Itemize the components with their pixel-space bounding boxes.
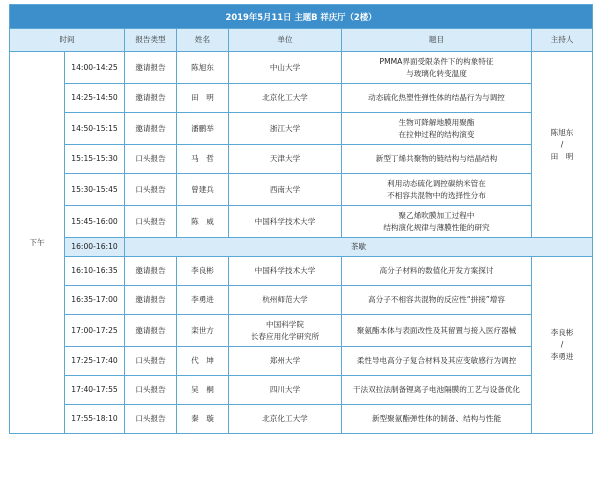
speaker-name-cell: 马 哲 (177, 145, 229, 174)
host-cell-session2-line: 李良彬 (550, 328, 574, 337)
schedule-row (10, 174, 593, 206)
topic-cell (342, 52, 532, 84)
time-cell: 16:35-17:00 (65, 286, 125, 315)
host-cell-session1-line: 田 明 (550, 151, 574, 161)
report-type-cell: 邀请报告 (125, 84, 177, 113)
period-cell: 下午 (10, 52, 65, 434)
affiliation-cell: 北京化工大学 (229, 84, 342, 113)
topic-cell (342, 174, 532, 206)
speaker-name-cell: 陈 威 (177, 206, 229, 238)
affiliation-cell: 杭州师范大学 (229, 286, 342, 315)
schedule-row (10, 145, 593, 174)
speaker-name-cell: 潘鹏举 (177, 113, 229, 145)
schedule-row (10, 206, 593, 238)
tea-break-row (10, 238, 593, 257)
host-cell-session2-line: 李勇进 (550, 352, 574, 361)
time-cell: 17:25-17:40 (65, 347, 125, 376)
time-cell: 15:30-15:45 (65, 174, 125, 206)
schedule-row (10, 113, 593, 145)
affiliation-cell: 西南大学 (229, 174, 342, 206)
affiliation-cell: 北京化工大学 (229, 405, 342, 434)
topic-cell-line: 利用动态硫化调控碳纳米管在 (387, 178, 486, 188)
schedule-row (10, 52, 593, 84)
header-topic: 题目 (342, 29, 532, 52)
topic-cell: 高分子材料的数值化开发方案探讨 (342, 257, 532, 286)
affiliation-cell: 天津大学 (229, 145, 342, 174)
speaker-name-cell: 秦 璇 (177, 405, 229, 434)
report-type-cell: 邀请报告 (125, 113, 177, 145)
topic-cell-line: 生物可降解地膜用聚酯 (398, 117, 475, 127)
affiliation-cell: 中山大学 (229, 52, 342, 84)
affiliation-cell: 郑州大学 (229, 347, 342, 376)
header-type: 报告类型 (125, 29, 177, 52)
speaker-name-cell: 陈旭东 (177, 52, 229, 84)
header-row (10, 29, 593, 52)
time-cell: 15:15-15:30 (65, 145, 125, 174)
speaker-name-cell: 曾建兵 (177, 174, 229, 206)
host-cell-session1-line: 陈旭东 (550, 127, 574, 137)
affiliation-cell: 中国科学技术大学 (229, 257, 342, 286)
time-cell: 14:00-14:25 (65, 52, 125, 84)
speaker-name-cell: 李良彬 (177, 257, 229, 286)
title-row (10, 5, 593, 29)
host-cell-session1 (532, 52, 593, 238)
header-time: 时间 (10, 29, 125, 52)
report-type-cell: 口头报告 (125, 376, 177, 405)
schedule-row (10, 257, 593, 286)
topic-cell: 柔性导电高分子复合材料及其应变敏感行为调控 (342, 347, 532, 376)
affiliation-cell-line: 长春应用化学研究所 (250, 331, 320, 341)
topic-cell-line: 聚乙烯吹膜加工过程中 (398, 210, 475, 220)
header-name: 姓名 (177, 29, 229, 52)
time-cell: 17:40-17:55 (65, 376, 125, 405)
affiliation-cell: 四川大学 (229, 376, 342, 405)
topic-cell: 干法双拉法制备锂离子电池隔膜的工艺与设备优化 (342, 376, 532, 405)
report-type-cell: 邀请报告 (125, 315, 177, 347)
topic-cell: 新型丁烯共聚物的链结构与结晶结构 (342, 145, 532, 174)
speaker-name-cell: 李勇进 (177, 286, 229, 315)
report-type-cell: 邀请报告 (125, 286, 177, 315)
host-cell-session2-line: / (560, 340, 564, 349)
schedule-row (10, 315, 593, 347)
schedule-row (10, 376, 593, 405)
report-type-cell: 口头报告 (125, 206, 177, 238)
topic-cell: 新型聚氨酯弹性体的制备、结构与性能 (342, 405, 532, 434)
report-type-cell: 口头报告 (125, 145, 177, 174)
time-cell: 14:50-15:15 (65, 113, 125, 145)
time-cell: 14:25-14:50 (65, 84, 125, 113)
topic-cell-line: 与玻璃化转变温度 (406, 68, 467, 78)
schedule-row (10, 347, 593, 376)
schedule-table (9, 4, 593, 434)
topic-cell-line: PMMA界面受限条件下的构象特征 (379, 56, 494, 66)
header-host: 主持人 (532, 29, 593, 52)
topic-cell: 高分子不相容共混物的反应性“拼接”增容 (342, 286, 532, 315)
topic-cell-line: 结构演化规律与薄膜性能的研究 (383, 222, 490, 232)
affiliation-cell-line: 中国科学院 (266, 319, 304, 329)
topic-cell-line: 不相容共混物中的选择性分布 (387, 190, 486, 200)
affiliation-cell: 浙江大学 (229, 113, 342, 145)
schedule-row (10, 405, 593, 434)
schedule-title: 2019年5月11日 主题B 祥庆厅（2楼） (10, 5, 593, 29)
tea-break-label: 茶歇 (125, 238, 593, 257)
host-cell-session1-line: / (560, 139, 564, 149)
topic-cell: 动态硫化热塑性弹性体的结晶行为与调控 (342, 84, 532, 113)
schedule-wrapper (9, 4, 592, 434)
time-cell: 17:00-17:25 (65, 315, 125, 347)
speaker-name-cell: 代 坤 (177, 347, 229, 376)
topic-cell: 聚氨酯本体与表面改性及其留置与接入医疗器械 (342, 315, 532, 347)
report-type-cell: 邀请报告 (125, 257, 177, 286)
topic-cell-line: 在拉伸过程的结构演变 (398, 129, 475, 139)
time-cell: 15:45-16:00 (65, 206, 125, 238)
report-type-cell: 邀请报告 (125, 52, 177, 84)
tea-break-time: 16:00-16:10 (65, 238, 125, 257)
topic-cell (342, 113, 532, 145)
affiliation-cell (229, 315, 342, 347)
speaker-name-cell: 栾世方 (177, 315, 229, 347)
time-cell: 17:55-18:10 (65, 405, 125, 434)
topic-cell (342, 206, 532, 238)
time-cell: 16:10-16:35 (65, 257, 125, 286)
report-type-cell: 口头报告 (125, 405, 177, 434)
affiliation-cell: 中国科学技术大学 (229, 206, 342, 238)
host-cell-session2 (532, 257, 593, 434)
speaker-name-cell: 田 明 (177, 84, 229, 113)
schedule-row (10, 286, 593, 315)
schedule-row (10, 84, 593, 113)
header-unit: 单位 (229, 29, 342, 52)
report-type-cell: 口头报告 (125, 347, 177, 376)
report-type-cell: 口头报告 (125, 174, 177, 206)
speaker-name-cell: 吴 桐 (177, 376, 229, 405)
